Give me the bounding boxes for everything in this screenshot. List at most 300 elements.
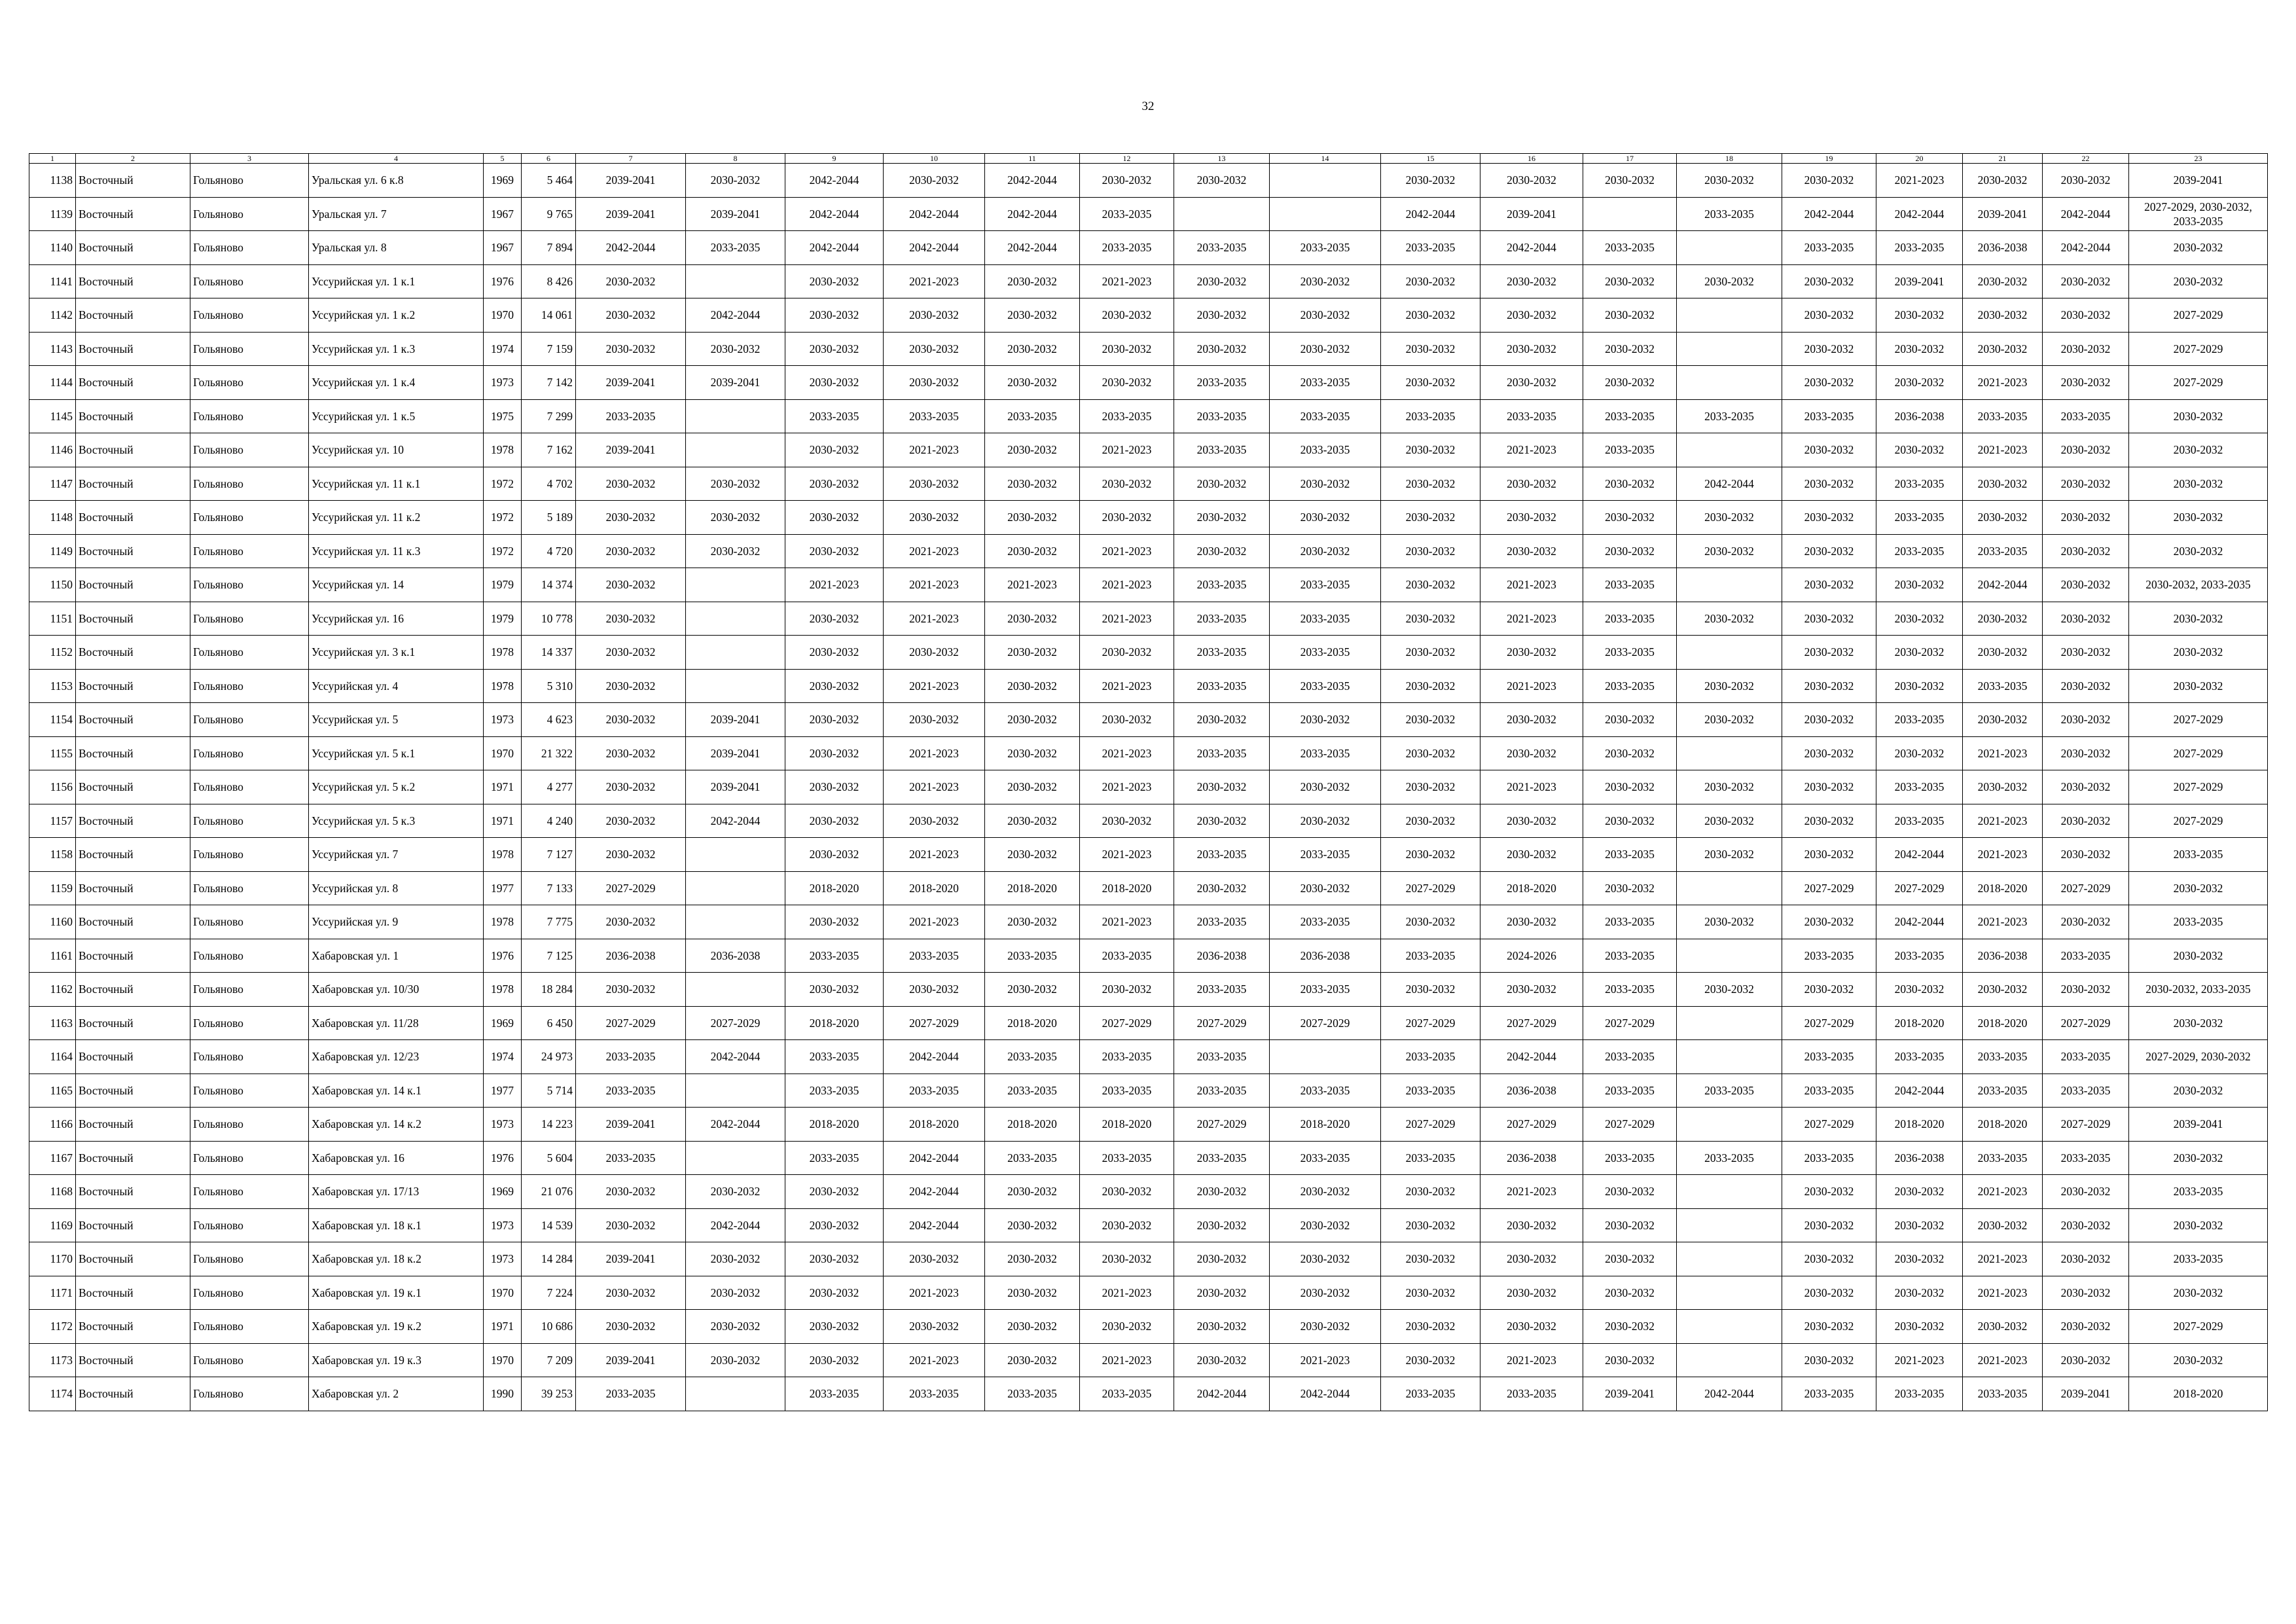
table-cell-col-4: Уссурийская ул. 10 xyxy=(309,433,484,467)
table-cell-col-13: 2030-2032 xyxy=(1174,1343,1270,1377)
table-cell-col-2: Восточный xyxy=(76,1343,190,1377)
table-cell-col-18: 2042-2044 xyxy=(1677,1377,1782,1411)
table-cell-col-7: 2030-2032 xyxy=(576,770,686,804)
table-cell-col-22: 2030-2032 xyxy=(2043,1242,2129,1276)
table-cell-col-17: 2033-2035 xyxy=(1583,939,1677,973)
table-cell-col-4: Хабаровская ул. 17/13 xyxy=(309,1175,484,1209)
table-cell-col-16: 2030-2032 xyxy=(1480,467,1583,501)
table-cell-col-9: 2030-2032 xyxy=(785,804,884,838)
table-cell-col-22: 2030-2032 xyxy=(2043,973,2129,1007)
table-cell-col-1: 1162 xyxy=(29,973,76,1007)
table-cell-col-21: 2039-2041 xyxy=(1963,197,2043,231)
table-cell-col-19: 2030-2032 xyxy=(1782,433,1876,467)
table-cell-col-5: 1976 xyxy=(484,939,522,973)
table-cell-col-18: 2030-2032 xyxy=(1677,770,1782,804)
table-cell-col-15: 2030-2032 xyxy=(1381,770,1480,804)
table-cell-col-21: 2033-2035 xyxy=(1963,1040,2043,1074)
table-cell-col-23: 2027-2029 xyxy=(2129,1310,2268,1344)
table-cell-col-10: 2021-2023 xyxy=(884,433,985,467)
table-cell-col-20: 2018-2020 xyxy=(1876,1006,1963,1040)
table-cell-col-13: 2033-2035 xyxy=(1174,1040,1270,1074)
table-cell-col-5: 1973 xyxy=(484,1108,522,1142)
table-cell-col-16: 2030-2032 xyxy=(1480,804,1583,838)
table-cell-col-4: Уссурийская ул. 1 к.3 xyxy=(309,332,484,366)
table-row xyxy=(29,1377,2268,1411)
table-cell-col-17: 2033-2035 xyxy=(1583,1040,1677,1074)
table-cell-col-1: 1155 xyxy=(29,736,76,770)
table-cell-col-16: 2030-2032 xyxy=(1480,264,1583,298)
table-cell-col-9: 2030-2032 xyxy=(785,1310,884,1344)
table-cell-col-17: 2030-2032 xyxy=(1583,501,1677,535)
table-cell-col-6: 7 224 xyxy=(522,1276,576,1310)
table-cell-col-4: Хабаровская ул. 19 к.2 xyxy=(309,1310,484,1344)
table-cell-col-14: 2030-2032 xyxy=(1270,501,1381,535)
column-header-4: 4 xyxy=(309,154,484,164)
table-cell-col-11: 2030-2032 xyxy=(985,602,1080,636)
table-cell-col-17: 2033-2035 xyxy=(1583,602,1677,636)
table-cell-col-11: 2030-2032 xyxy=(985,264,1080,298)
table-cell-col-8: 2039-2041 xyxy=(686,703,785,737)
table-cell-col-15: 2030-2032 xyxy=(1381,602,1480,636)
table-cell-col-2: Восточный xyxy=(76,770,190,804)
table-row xyxy=(29,1006,2268,1040)
table-cell-col-18 xyxy=(1677,568,1782,602)
table-cell-col-12: 2030-2032 xyxy=(1080,1242,1174,1276)
table-cell-col-20: 2033-2035 xyxy=(1876,467,1963,501)
table-cell-col-1: 1164 xyxy=(29,1040,76,1074)
table-cell-col-17: 2030-2032 xyxy=(1583,467,1677,501)
table-cell-col-18 xyxy=(1677,1108,1782,1142)
table-cell-col-21: 2030-2032 xyxy=(1963,467,2043,501)
table-cell-col-9: 2030-2032 xyxy=(785,770,884,804)
table-cell-col-3: Гольяново xyxy=(190,298,309,333)
table-cell-col-21: 2030-2032 xyxy=(1963,602,2043,636)
table-cell-col-5: 1973 xyxy=(484,1242,522,1276)
table-cell-col-7: 2039-2041 xyxy=(576,1343,686,1377)
table-cell-col-2: Восточный xyxy=(76,636,190,670)
table-cell-col-5: 1990 xyxy=(484,1377,522,1411)
table-row xyxy=(29,669,2268,703)
table-cell-col-5: 1979 xyxy=(484,568,522,602)
table-cell-col-16: 2021-2023 xyxy=(1480,1175,1583,1209)
table-cell-col-16: 2030-2032 xyxy=(1480,1242,1583,1276)
table-cell-col-2: Восточный xyxy=(76,1310,190,1344)
table-cell-col-3: Гольяново xyxy=(190,1276,309,1310)
table-cell-col-18 xyxy=(1677,1175,1782,1209)
table-row xyxy=(29,1141,2268,1175)
table-cell-col-4: Уссурийская ул. 5 к.1 xyxy=(309,736,484,770)
table-cell-col-15: 2027-2029 xyxy=(1381,871,1480,905)
table-cell-col-4: Уральская ул. 8 xyxy=(309,231,484,265)
table-cell-col-17: 2039-2041 xyxy=(1583,1377,1677,1411)
table-cell-col-21: 2030-2032 xyxy=(1963,1208,2043,1242)
table-cell-col-2: Восточный xyxy=(76,568,190,602)
table-cell-col-17: 2030-2032 xyxy=(1583,871,1677,905)
table-cell-col-21: 2030-2032 xyxy=(1963,1310,2043,1344)
table-cell-col-11: 2030-2032 xyxy=(985,636,1080,670)
table-cell-col-2: Восточный xyxy=(76,433,190,467)
table-cell-col-15: 2030-2032 xyxy=(1381,669,1480,703)
table-cell-col-22: 2030-2032 xyxy=(2043,1208,2129,1242)
table-cell-col-17: 2030-2032 xyxy=(1583,1208,1677,1242)
table-row xyxy=(29,399,2268,433)
table-cell-col-1: 1169 xyxy=(29,1208,76,1242)
table-cell-col-17: 2030-2032 xyxy=(1583,1343,1677,1377)
table-row xyxy=(29,197,2268,231)
table-cell-col-20: 2033-2035 xyxy=(1876,501,1963,535)
table-cell-col-22: 2030-2032 xyxy=(2043,838,2129,872)
table-cell-col-16: 2030-2032 xyxy=(1480,636,1583,670)
table-cell-col-7: 2030-2032 xyxy=(576,1276,686,1310)
table-cell-col-23: 2027-2029 xyxy=(2129,366,2268,400)
table-cell-col-2: Восточный xyxy=(76,973,190,1007)
table-cell-col-13: 2030-2032 xyxy=(1174,1310,1270,1344)
table-cell-col-17: 2033-2035 xyxy=(1583,973,1677,1007)
table-cell-col-20: 2030-2032 xyxy=(1876,602,1963,636)
table-cell-col-20: 2021-2023 xyxy=(1876,164,1963,198)
table-cell-col-12: 2021-2023 xyxy=(1080,905,1174,939)
table-cell-col-14: 2021-2023 xyxy=(1270,1343,1381,1377)
table-cell-col-6: 4 240 xyxy=(522,804,576,838)
column-header-11: 11 xyxy=(985,154,1080,164)
table-cell-col-1: 1149 xyxy=(29,534,76,568)
table-cell-col-19: 2030-2032 xyxy=(1782,1276,1876,1310)
table-cell-col-2: Восточный xyxy=(76,1141,190,1175)
table-cell-col-21: 2021-2023 xyxy=(1963,804,2043,838)
table-cell-col-19: 2030-2032 xyxy=(1782,366,1876,400)
table-cell-col-9: 2030-2032 xyxy=(785,669,884,703)
table-cell-col-20: 2030-2032 xyxy=(1876,332,1963,366)
table-cell-col-11: 2042-2044 xyxy=(985,164,1080,198)
table-cell-col-14: 2033-2035 xyxy=(1270,838,1381,872)
table-cell-col-22: 2030-2032 xyxy=(2043,568,2129,602)
table-cell-col-18: 2030-2032 xyxy=(1677,164,1782,198)
table-cell-col-2: Восточный xyxy=(76,838,190,872)
table-row xyxy=(29,231,2268,265)
table-cell-col-3: Гольяново xyxy=(190,1242,309,1276)
table-cell-col-1: 1141 xyxy=(29,264,76,298)
table-cell-col-8: 2042-2044 xyxy=(686,1208,785,1242)
table-cell-col-7: 2042-2044 xyxy=(576,231,686,265)
table-cell-col-7: 2027-2029 xyxy=(576,1006,686,1040)
table-cell-col-21: 2030-2032 xyxy=(1963,703,2043,737)
table-cell-col-4: Уссурийская ул. 1 к.2 xyxy=(309,298,484,333)
table-cell-col-8 xyxy=(686,264,785,298)
table-cell-col-6: 21 076 xyxy=(522,1175,576,1209)
table-cell-col-13: 2033-2035 xyxy=(1174,669,1270,703)
table-row xyxy=(29,366,2268,400)
table-cell-col-12: 2021-2023 xyxy=(1080,568,1174,602)
table-cell-col-11: 2018-2020 xyxy=(985,1108,1080,1142)
table-cell-col-12: 2030-2032 xyxy=(1080,298,1174,333)
table-cell-col-5: 1971 xyxy=(484,1310,522,1344)
table-cell-col-22: 2030-2032 xyxy=(2043,298,2129,333)
table-cell-col-15: 2033-2035 xyxy=(1381,1141,1480,1175)
table-cell-col-3: Гольяново xyxy=(190,736,309,770)
table-cell-col-16: 2030-2032 xyxy=(1480,838,1583,872)
table-row xyxy=(29,1074,2268,1108)
table-cell-col-16: 2030-2032 xyxy=(1480,703,1583,737)
table-cell-col-8: 2039-2041 xyxy=(686,770,785,804)
table-cell-col-15: 2030-2032 xyxy=(1381,1242,1480,1276)
table-row xyxy=(29,973,2268,1007)
table-cell-col-18 xyxy=(1677,939,1782,973)
table-body xyxy=(29,164,2268,1411)
table-cell-col-6: 4 623 xyxy=(522,703,576,737)
table-cell-col-3: Гольяново xyxy=(190,366,309,400)
table-cell-col-10: 2021-2023 xyxy=(884,838,985,872)
table-cell-col-22: 2027-2029 xyxy=(2043,871,2129,905)
table-cell-col-6: 5 714 xyxy=(522,1074,576,1108)
table-cell-col-6: 4 277 xyxy=(522,770,576,804)
table-cell-col-1: 1147 xyxy=(29,467,76,501)
table-cell-col-21: 2036-2038 xyxy=(1963,939,2043,973)
table-cell-col-21: 2033-2035 xyxy=(1963,669,2043,703)
table-cell-col-11: 2033-2035 xyxy=(985,939,1080,973)
table-cell-col-22: 2030-2032 xyxy=(2043,264,2129,298)
table-cell-col-23: 2033-2035 xyxy=(2129,1242,2268,1276)
table-cell-col-8 xyxy=(686,1141,785,1175)
table-cell-col-16: 2030-2032 xyxy=(1480,501,1583,535)
table-cell-col-19: 2030-2032 xyxy=(1782,264,1876,298)
table-cell-col-2: Восточный xyxy=(76,264,190,298)
table-cell-col-20: 2030-2032 xyxy=(1876,1175,1963,1209)
table-cell-col-19: 2033-2035 xyxy=(1782,1040,1876,1074)
table-cell-col-18 xyxy=(1677,366,1782,400)
table-cell-col-16: 2030-2032 xyxy=(1480,1276,1583,1310)
table-cell-col-19: 2033-2035 xyxy=(1782,231,1876,265)
table-cell-col-8: 2039-2041 xyxy=(686,736,785,770)
table-cell-col-22: 2033-2035 xyxy=(2043,939,2129,973)
table-cell-col-22: 2030-2032 xyxy=(2043,804,2129,838)
table-cell-col-21: 2021-2023 xyxy=(1963,1343,2043,1377)
table-cell-col-5: 1970 xyxy=(484,1343,522,1377)
table-cell-col-17: 2027-2029 xyxy=(1583,1006,1677,1040)
table-cell-col-18 xyxy=(1677,736,1782,770)
table-cell-col-14: 2030-2032 xyxy=(1270,804,1381,838)
table-cell-col-13: 2033-2035 xyxy=(1174,973,1270,1007)
table-cell-col-13: 2027-2029 xyxy=(1174,1108,1270,1142)
table-cell-col-2: Восточный xyxy=(76,231,190,265)
table-header xyxy=(29,154,2268,164)
table-row xyxy=(29,939,2268,973)
table-cell-col-7: 2030-2032 xyxy=(576,1208,686,1242)
table-cell-col-11: 2030-2032 xyxy=(985,669,1080,703)
table-cell-col-6: 7 133 xyxy=(522,871,576,905)
table-cell-col-3: Гольяново xyxy=(190,939,309,973)
table-cell-col-19: 2030-2032 xyxy=(1782,1242,1876,1276)
table-cell-col-8 xyxy=(686,568,785,602)
table-cell-col-2: Восточный xyxy=(76,534,190,568)
table-cell-col-17 xyxy=(1583,197,1677,231)
table-cell-col-5: 1979 xyxy=(484,602,522,636)
table-cell-col-4: Хабаровская ул. 14 к.2 xyxy=(309,1108,484,1142)
table-cell-col-21: 2021-2023 xyxy=(1963,433,2043,467)
table-cell-col-6: 5 464 xyxy=(522,164,576,198)
table-row xyxy=(29,838,2268,872)
table-cell-col-2: Восточный xyxy=(76,1108,190,1142)
table-cell-col-20: 2030-2032 xyxy=(1876,973,1963,1007)
table-cell-col-7: 2030-2032 xyxy=(576,1310,686,1344)
table-cell-col-13: 2033-2035 xyxy=(1174,231,1270,265)
table-cell-col-3: Гольяново xyxy=(190,1343,309,1377)
table-cell-col-12: 2021-2023 xyxy=(1080,433,1174,467)
table-cell-col-6: 4 702 xyxy=(522,467,576,501)
table-cell-col-22: 2027-2029 xyxy=(2043,1006,2129,1040)
table-cell-col-23: 2039-2041 xyxy=(2129,164,2268,198)
table-cell-col-10: 2030-2032 xyxy=(884,973,985,1007)
table-cell-col-1: 1143 xyxy=(29,332,76,366)
table-cell-col-19: 2030-2032 xyxy=(1782,467,1876,501)
table-cell-col-23: 2018-2020 xyxy=(2129,1377,2268,1411)
table-cell-col-18: 2033-2035 xyxy=(1677,1074,1782,1108)
table-cell-col-18: 2030-2032 xyxy=(1677,804,1782,838)
table-cell-col-18: 2030-2032 xyxy=(1677,602,1782,636)
column-header-1: 1 xyxy=(29,154,76,164)
table-cell-col-23: 2030-2032 xyxy=(2129,669,2268,703)
table-cell-col-11: 2030-2032 xyxy=(985,770,1080,804)
table-cell-col-15: 2033-2035 xyxy=(1381,1074,1480,1108)
table-cell-col-4: Хабаровская ул. 19 к.1 xyxy=(309,1276,484,1310)
table-cell-col-4: Хабаровская ул. 16 xyxy=(309,1141,484,1175)
table-cell-col-21: 2021-2023 xyxy=(1963,366,2043,400)
table-cell-col-16: 2030-2032 xyxy=(1480,534,1583,568)
table-cell-col-4: Хабаровская ул. 19 к.3 xyxy=(309,1343,484,1377)
table-cell-col-16: 2021-2023 xyxy=(1480,669,1583,703)
table-cell-col-13: 2030-2032 xyxy=(1174,1242,1270,1276)
table-cell-col-14 xyxy=(1270,164,1381,198)
table-cell-col-9: 2030-2032 xyxy=(785,467,884,501)
table-cell-col-20: 2030-2032 xyxy=(1876,669,1963,703)
table-cell-col-19: 2030-2032 xyxy=(1782,838,1876,872)
table-cell-col-7: 2039-2041 xyxy=(576,164,686,198)
table-cell-col-12: 2021-2023 xyxy=(1080,736,1174,770)
table-cell-col-6: 14 223 xyxy=(522,1108,576,1142)
table-cell-col-18 xyxy=(1677,433,1782,467)
table-cell-col-5: 1978 xyxy=(484,636,522,670)
table-cell-col-8 xyxy=(686,838,785,872)
column-header-12: 12 xyxy=(1080,154,1174,164)
column-number-row xyxy=(29,154,2268,164)
table-cell-col-2: Восточный xyxy=(76,1074,190,1108)
table-cell-col-1: 1174 xyxy=(29,1377,76,1411)
table-cell-col-19: 2030-2032 xyxy=(1782,164,1876,198)
table-cell-col-13: 2030-2032 xyxy=(1174,501,1270,535)
table-cell-col-8: 2030-2032 xyxy=(686,534,785,568)
table-cell-col-1: 1160 xyxy=(29,905,76,939)
table-cell-col-2: Восточный xyxy=(76,1175,190,1209)
table-cell-col-13: 2033-2035 xyxy=(1174,1141,1270,1175)
capital-repair-schedule-table xyxy=(29,153,2268,1411)
table-cell-col-9: 2018-2020 xyxy=(785,871,884,905)
table-cell-col-13: 2033-2035 xyxy=(1174,399,1270,433)
table-cell-col-21: 2018-2020 xyxy=(1963,871,2043,905)
table-cell-col-21: 2033-2035 xyxy=(1963,534,2043,568)
table-cell-col-19: 2033-2035 xyxy=(1782,399,1876,433)
table-cell-col-23: 2030-2032 xyxy=(2129,467,2268,501)
table-cell-col-23: 2030-2032 xyxy=(2129,231,2268,265)
table-cell-col-15: 2042-2044 xyxy=(1381,197,1480,231)
table-cell-col-20: 2030-2032 xyxy=(1876,366,1963,400)
table-row xyxy=(29,1276,2268,1310)
table-cell-col-8: 2039-2041 xyxy=(686,197,785,231)
table-cell-col-22: 2030-2032 xyxy=(2043,736,2129,770)
table-cell-col-19: 2030-2032 xyxy=(1782,298,1876,333)
table-cell-col-16: 2036-2038 xyxy=(1480,1141,1583,1175)
table-cell-col-21: 2018-2020 xyxy=(1963,1108,2043,1142)
table-cell-col-20: 2030-2032 xyxy=(1876,298,1963,333)
table-cell-col-17: 2030-2032 xyxy=(1583,804,1677,838)
table-cell-col-3: Гольяново xyxy=(190,1175,309,1209)
table-cell-col-9: 2021-2023 xyxy=(785,568,884,602)
table-row xyxy=(29,1175,2268,1209)
table-cell-col-11: 2030-2032 xyxy=(985,736,1080,770)
table-cell-col-13 xyxy=(1174,197,1270,231)
table-cell-col-13: 2027-2029 xyxy=(1174,1006,1270,1040)
table-cell-col-11: 2021-2023 xyxy=(985,568,1080,602)
table-cell-col-11: 2030-2032 xyxy=(985,1175,1080,1209)
table-cell-col-5: 1977 xyxy=(484,871,522,905)
table-cell-col-10: 2030-2032 xyxy=(884,1242,985,1276)
table-cell-col-7: 2039-2041 xyxy=(576,433,686,467)
table-cell-col-16: 2030-2032 xyxy=(1480,298,1583,333)
table-cell-col-12: 2021-2023 xyxy=(1080,770,1174,804)
table-cell-col-7: 2033-2035 xyxy=(576,1074,686,1108)
table-cell-col-17: 2033-2035 xyxy=(1583,905,1677,939)
table-cell-col-12: 2033-2035 xyxy=(1080,231,1174,265)
table-cell-col-7: 2030-2032 xyxy=(576,1175,686,1209)
table-cell-col-9: 2018-2020 xyxy=(785,1006,884,1040)
table-cell-col-6: 8 426 xyxy=(522,264,576,298)
table-cell-col-7: 2030-2032 xyxy=(576,332,686,366)
table-cell-col-8: 2027-2029 xyxy=(686,1006,785,1040)
table-cell-col-9: 2030-2032 xyxy=(785,366,884,400)
table-cell-col-15: 2030-2032 xyxy=(1381,804,1480,838)
table-cell-col-2: Восточный xyxy=(76,366,190,400)
table-cell-col-9: 2030-2032 xyxy=(785,973,884,1007)
table-cell-col-11: 2030-2032 xyxy=(985,1310,1080,1344)
table-cell-col-12: 2021-2023 xyxy=(1080,602,1174,636)
table-cell-col-3: Гольяново xyxy=(190,973,309,1007)
table-cell-col-21: 2030-2032 xyxy=(1963,501,2043,535)
table-cell-col-5: 1969 xyxy=(484,1006,522,1040)
table-cell-col-2: Восточный xyxy=(76,1208,190,1242)
table-cell-col-8: 2042-2044 xyxy=(686,298,785,333)
table-cell-col-7: 2033-2035 xyxy=(576,1377,686,1411)
table-cell-col-18 xyxy=(1677,1242,1782,1276)
table-cell-col-3: Гольяново xyxy=(190,602,309,636)
table-cell-col-11: 2042-2044 xyxy=(985,231,1080,265)
table-cell-col-9: 2033-2035 xyxy=(785,1141,884,1175)
table-row xyxy=(29,501,2268,535)
table-cell-col-23: 2027-2029 xyxy=(2129,703,2268,737)
table-cell-col-15: 2030-2032 xyxy=(1381,264,1480,298)
table-cell-col-6: 5 189 xyxy=(522,501,576,535)
table-cell-col-8: 2030-2032 xyxy=(686,332,785,366)
table-cell-col-17: 2033-2035 xyxy=(1583,636,1677,670)
table-cell-col-18 xyxy=(1677,871,1782,905)
table-cell-col-16: 2042-2044 xyxy=(1480,231,1583,265)
column-header-20: 20 xyxy=(1876,154,1963,164)
table-cell-col-3: Гольяново xyxy=(190,669,309,703)
table-cell-col-9: 2030-2032 xyxy=(785,1242,884,1276)
table-cell-col-15: 2030-2032 xyxy=(1381,703,1480,737)
table-cell-col-23: 2030-2032 xyxy=(2129,264,2268,298)
table-cell-col-7: 2030-2032 xyxy=(576,298,686,333)
table-cell-col-11: 2030-2032 xyxy=(985,366,1080,400)
table-cell-col-23: 2030-2032 xyxy=(2129,534,2268,568)
table-cell-col-10: 2042-2044 xyxy=(884,1175,985,1209)
